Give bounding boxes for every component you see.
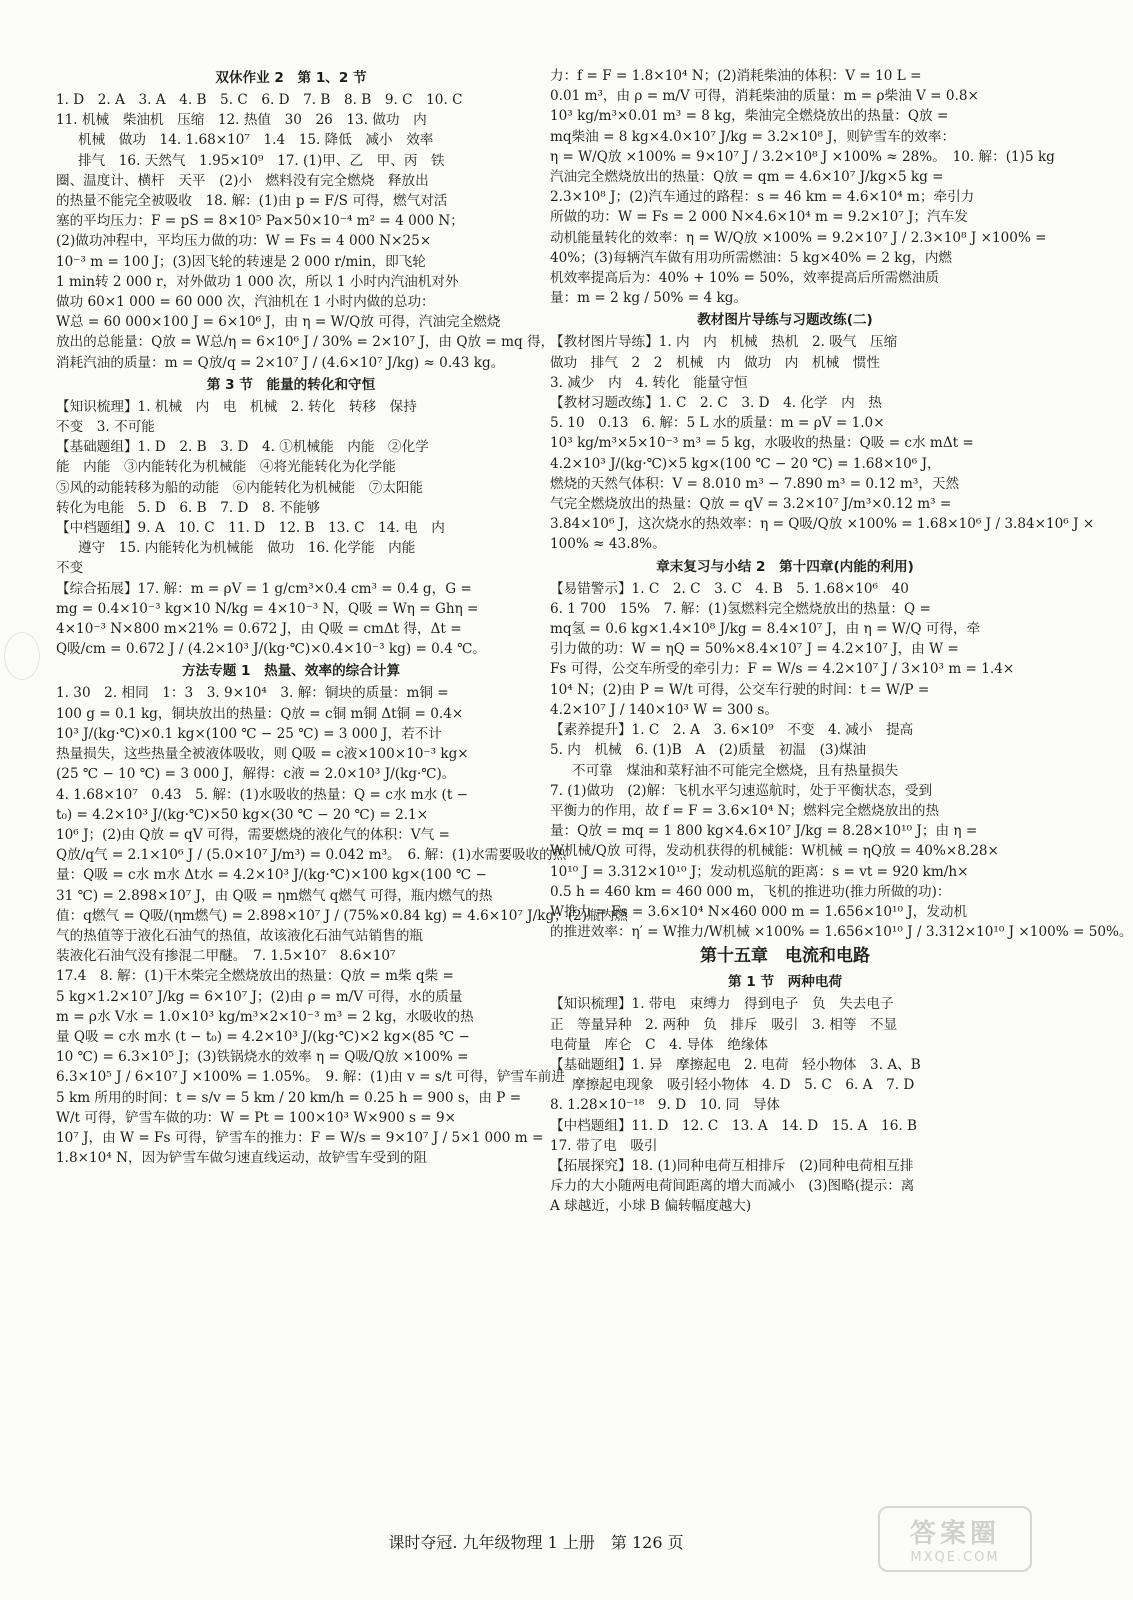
answer-line: 【基础题组】1. 异 摩擦起电 2. 电荷 轻小物体 3. A、B [550, 1056, 921, 1073]
answer-line: 动机能量转化的效率：η = W/Q放 ×100% = 9.2×10⁷ J / 2.3×10⁸ J ×100% = [550, 229, 1047, 246]
answer-line: 6.3×10⁵ J / 6×10⁷ J ×100% = 1.05%。 9. 解：(1)由 v = s/t 可得，铲雪车前进 [56, 1069, 565, 1086]
answer-line: 5. 内 机械 6. (1)B A (2)质量 初温 (3)煤油 [550, 742, 867, 759]
answer-line: 0.5 h = 460 km = 460 000 m，飞机的推进功(推力所做的功)： [550, 883, 951, 900]
answer-line: Q放/q气 = 2.1×10⁶ J / (5.0×10⁷ J/m³) = 0.042 m³。 6. 解：(1)水需要吸收的热 [56, 847, 567, 864]
answer-line: (25 ℃ − 10 ℃) = 3 000 J，解得：c液 = 2.0×10³ J/(kg·℃)。 [56, 766, 456, 783]
answer-line: 【拓展探究】18. (1)同种电荷互相排斥 (2)同种电荷相互排 [550, 1157, 914, 1174]
answer-line: mq氢 = 0.6 kg×1.4×10⁸ J/kg = 8.4×10⁷ J，由 η = W/Q 可得，牵 [550, 621, 981, 638]
section-title: 第 1 节 两种电荷 [727, 974, 843, 991]
answer-line: 1.8×10⁴ N，因为铲雪车做匀速直线运动，故铲雪车受到的阻 [56, 1150, 428, 1167]
answer-line: η = W/Q放 ×100% = 9×10⁷ J / 3.2×10⁸ J ×100% ≈ 28%。 10. 解：(1)5 kg [550, 148, 1055, 165]
watermark-url: MXQE.COM [910, 1550, 1000, 1565]
answer-line: 17.4 8. 解：(1)干木柴完全燃烧放出的热量：Q放 = m柴 q柴 = [56, 968, 454, 985]
answer-line: 转化为电能 5. D 6. B 7. D 8. 不能够 [56, 499, 321, 516]
answer-line: 3.84×10⁶ J，这次烧水的热效率：η = Q吸/Q放 ×100% = 1.68×10⁶ J / 3.84×10⁶ J × [550, 516, 1095, 533]
answer-line: mq柴油 = 8 kg×4.0×10⁷ J/kg = 3.2×10⁸ J，则铲雪车的效率： [550, 128, 956, 145]
answer-line: 斥力的大小随两电荷间距离的增大而减小 (3)图略(提示：离 [550, 1178, 915, 1195]
answer-line: m = ρ水 V水 = 1.0×10³ kg/m³×2×10⁻³ m³ = 2 kg，水吸收的热 [56, 1008, 474, 1025]
answer-line: 【中档题组】11. D 12. C 13. A 14. D 15. A 16. B [550, 1117, 917, 1134]
answer-line: 气完全燃烧放出的热量：Q放 = qV = 3.2×10⁷ J/m³×0.12 m³ = [550, 496, 952, 513]
answer-line: 1. 30 2. 相同 1：3 3. 9×10⁴ 3. 解：铜块的质量：m铜 = [56, 685, 449, 702]
answer-line: 【教材习题改练】1. C 2. C 3. D 4. 化学 内 热 [550, 395, 882, 412]
answer-line: 正 等量异种 2. 两种 负 排斥 吸引 3. 相等 不显 [550, 1016, 898, 1033]
answer-line: 8. 1.28×10⁻¹⁸ 9. D 10. 同 导体 [550, 1097, 781, 1114]
answer-line: 机械 做功 14. 1.68×10⁷ 1.4 15. 降低 减小 效率 [78, 132, 434, 149]
answer-line: 4.2×10⁷ J / 140×10³ W = 300 s。 [550, 701, 778, 718]
answer-line: 【知识梳理】1. 机械 内 电 机械 2. 转化 转移 保持 [56, 398, 417, 415]
answer-line: 2.3×10⁸ J；(2)汽车通过的路程：s = 46 km = 4.6×10⁴ m；牵引力 [550, 189, 975, 206]
answer-line: 汽油完全燃烧放出的热量：Q放 = qm = 4.6×10⁷ J/kg×5 kg = [550, 169, 944, 186]
watermark-logo-text: 答案圈 [909, 1519, 1000, 1549]
answer-line: 电荷量 库仑 C 4. 导体 绝缘体 [550, 1036, 769, 1053]
answer-line: 10⁶ J；(2)由 Q放 = qV 可得，需要燃烧的液化气的体积：V气 = [56, 826, 450, 843]
answer-line: 量：Q吸 = c水 m水 Δt水 = 4.2×10³ J/(kg·℃)×100 kg×(100 ℃ − [56, 867, 487, 884]
answer-line: 0.01 m³，由 ρ = m/V 可得，消耗柴油的质量：m = ρ柴油 V = 0.8× [550, 88, 979, 105]
site-watermark [878, 1506, 1032, 1572]
answer-line: 【中档题组】9. A 10. C 11. D 12. B 13. C 14. 电 内 [56, 520, 445, 537]
answer-line: Fs 可得，公交车所受的牵引力：F = W/s = 4.2×10⁷ J / 3×10³ m = 1.4× [550, 661, 1015, 678]
answer-line: 热量损失，这些热量全被液体吸收，则 Q吸 = c液×100×10⁻³ kg× [56, 746, 469, 763]
section-title: 方法专题 1 热量、效率的综合计算 [181, 663, 401, 680]
margin-stamp [4, 632, 40, 680]
answer-line: t₀) = 4.2×10³ J/(kg·℃)×50 kg×(30 ℃ − 20 ℃) = 2.1× [56, 806, 429, 823]
answer-line: 气的热值等于液化石油气的热值，故该液化石油气站销售的瓶 [56, 927, 424, 944]
answer-line: 遵守 15. 内能转化为机械能 做功 16. 化学能 内能 [78, 540, 416, 557]
answer-line: 10 ℃) = 6.3×10⁵ J；(3)铁锅烧水的效率 η = Q吸/Q放 ×100% = [56, 1049, 469, 1066]
answer-line: 放出的总能量：Q放 = W总/η = 6×10⁶ J / 30% = 2×10⁷ J，由 Q放 = mq 得， [56, 334, 555, 351]
section-title: 教材图片导练与习题改练(二) [697, 312, 873, 329]
answer-line: 量 Q吸 = c水 m水 (t − t₀) = 4.2×10³ J/(kg·℃)×2 kg×(85 ℃ − [56, 1028, 470, 1045]
page-footer: 课时夺冠. 九年级物理 1 上册 第 126 页 [388, 1533, 684, 1552]
answer-line: 4. 1.68×10⁷ 0.43 5. 解：(1)水吸收的热量：Q = c水 m水 (t − [56, 786, 469, 803]
answer-line: 机效率提高后为：40% + 10% = 50%，效率提高后所需燃油质 [550, 270, 939, 287]
answer-line: 【易错警示】1. C 2. C 3. C 4. B 5. 1.68×10⁶ 40 [550, 580, 909, 597]
answer-line: 【素养提升】1. C 2. A 3. 6×10⁹ 不变 4. 减小 提高 [550, 722, 914, 739]
answer-line: W总 = 60 000×100 J = 6×10⁶ J，由 η = W/Q放 可得，汽油完全燃烧 [56, 314, 501, 331]
chapter-title: 第十五章 电流和电路 [700, 946, 870, 967]
answer-line: 不变 3. 不可能 [56, 419, 155, 436]
answer-line: 【基础题组】1. D 2. B 3. D 4. ①机械能 内能 ②化学 [56, 439, 429, 456]
answer-line: 10⁴ N；(2)由 P = W/t 可得，公交车行驶的时间：t = W/P = [550, 681, 930, 698]
answer-line: 的热量不能完全被吸收 18. 解：(1)由 p = F/S 可得，燃气对活 [56, 193, 448, 210]
answer-line: 力：f = F = 1.8×10⁴ N；(2)消耗柴油的体积：V = 10 L = [550, 68, 922, 84]
answer-line: 所做的功：W = Fs = 2 000 N×4.6×10⁴ m = 9.2×10⁷ J；汽车发 [550, 209, 968, 226]
answer-line: 11. 机械 柴油机 压缩 12. 热值 30 26 13. 做功 内 [56, 112, 427, 129]
answer-line: A 球越近，小球 B 偏转幅度越大) [550, 1198, 752, 1215]
answer-line: 【综合拓展】17. 解：m = ρV = 1 g/cm³×0.4 cm³ = 0.4 g，G = [56, 580, 472, 597]
answer-line: 10⁷ J，由 W = Fs 可得，铲雪车的推力：F = W/s = 9×10⁷ J / 5×1 000 m = [56, 1129, 544, 1146]
answer-line: 3. 减少 内 4. 转化 能量守恒 [550, 374, 748, 391]
answer-line: 燃烧的天然气体积：V = 8.010 m³ − 7.890 m³ = 0.12 m³，天然 [550, 475, 960, 492]
answer-line: 40%；(3)每辆汽车做有用功所需燃油：5 kg×40% = 2 kg，内燃 [550, 249, 953, 266]
answer-line: 4.2×10³ J/(kg·℃)×5 kg×(100 ℃ − 20 ℃) = 1.68×10⁶ J， [550, 455, 941, 472]
answer-line: 引力做的功：W = ηQ = 50%×8.4×10⁷ J = 4.2×10⁷ J，由 W = [550, 641, 959, 658]
answer-line: 1. D 2. A 3. A 4. B 5. C 6. D 7. B 8. B 9. C 10. C [56, 92, 463, 108]
answer-line: 10³ kg/m³×5×10⁻³ m³ = 5 kg，水吸收的热量：Q吸 = c水 mΔt = [550, 435, 974, 452]
answer-line: W/t 可得，铲雪车做的功：W = Pt = 100×10³ W×900 s = 9× [56, 1109, 456, 1126]
answer-line: 1 min转 2 000 r，对外做功 1 000 次，所以 1 小时内汽油机对外 [56, 273, 459, 290]
answer-line: 量：m = 2 kg / 50% = 4 kg。 [550, 290, 747, 307]
answer-line: 能 内能 ③内能转化为机械能 ④将光能转化为化学能 [56, 459, 396, 476]
answer-line: ⑤风的动能转移为船的动能 ⑥内能转化为机械能 ⑦太阳能 [56, 479, 424, 496]
answer-line: 100 g = 0.1 kg，铜块放出的热量：Q放 = c铜 m铜 Δt铜 = 0.4× [56, 705, 464, 722]
answer-line: Q吸/cm = 0.672 J / (4.2×10³ J/(kg·℃)×0.4×10⁻³ kg) = 0.4 ℃。 [56, 641, 486, 658]
answer-line: 【知识梳理】1. 带电 束缚力 得到电子 负 失去电子 [550, 996, 894, 1013]
answer-line: mg = 0.4×10⁻³ kg×10 N/kg = 4×10⁻³ N，Q吸 = Wη = Ghη = [56, 600, 479, 617]
answer-line: 5 km 所用的时间：t = s/v = 5 km / 20 km/h = 0.25 h = 900 s，由 P = [56, 1089, 522, 1106]
section-title: 第 3 节 能量的转化和守恒 [206, 376, 376, 393]
answer-line: 平衡力的作用，故 f = F = 3.6×10⁴ N；燃料完全燃烧放出的热 [550, 802, 940, 819]
answer-line: 4×10⁻³ N×800 m×21% = 0.672 J，由 Q吸 = cmΔt 得，Δt = [56, 621, 462, 638]
answer-line: 排气 16. 天然气 1.95×10⁹ 17. (1)甲、乙 甲、丙 铁 [78, 152, 445, 169]
answer-line: 的推进效率：η′ = W推力/W机械 ×100% = 1.656×10¹⁰ J / 3.312×10¹⁰ J ×100% = 50%。 [550, 924, 1133, 941]
answer-line: 31 ℃) = 2.898×10⁷ J，由 Q吸 = ηm燃气 q燃气 可得，瓶内燃气的热 [56, 887, 493, 904]
answer-line: 不变 [56, 560, 84, 577]
answer-line: 100% ≈ 43.8%。 [550, 536, 666, 553]
section-title: 双休作业 2 第 1、2 节 [215, 70, 367, 86]
answer-line: 不可靠 煤油和菜籽油不可能完全燃烧，且有热量损失 [572, 762, 899, 779]
answer-line: 做功 排气 2 2 机械 内 做功 内 机械 惯性 [550, 354, 880, 371]
answer-line: 10¹⁰ J = 3.312×10¹⁰ J；发动机巡航的距离：s = vt = 920 km/h× [550, 863, 969, 880]
answer-line: 10³ J/(kg·℃)×0.1 kg×(100 ℃ − 25 ℃) = 3 000 J，若不计 [56, 725, 442, 742]
answer-line: 6. 1 700 15% 7. 解：(1)氢燃料完全燃烧放出的热量：Q = [550, 600, 931, 617]
answer-page [56, 66, 1133, 1516]
answer-line: 量：Q放 = mq = 1 800 kg×4.6×10⁷ J/kg = 8.28×10¹⁰ J；由 η = [550, 823, 978, 840]
answer-line: W机械/Q放 可得，发动机获得的机械能：W机械 = ηQ放 = 40%×8.28× [550, 843, 999, 860]
answer-line: 7. (1)做功 (2)解：飞机水平匀速巡航时，处于平衡状态，受到 [550, 782, 933, 799]
answer-line: 值：q燃气 = Q吸/(ηm燃气) = 2.898×10⁷ J / (75%×0.84 kg) = 4.6×10⁷ J/kg；(2)瓶内燃 [56, 907, 628, 924]
answer-line: 圈、温度计、横杆 天平 (2)小 燃料没有完全燃烧 释放出 [56, 172, 429, 189]
answer-line: 做功 60×1 000 = 60 000 次，汽油机在 1 小时内做的总功： [56, 294, 435, 311]
answer-line: 消耗汽油的质量：m = Q放/q = 2×10⁷ J / (4.6×10⁷ J/kg) ≈ 0.43 kg。 [56, 354, 505, 371]
answer-line: 10³ kg/m³×0.01 m³ = 8 kg，柴油完全燃烧放出的热量：Q放 = [550, 108, 949, 125]
answer-line: 17. 带了电 吸引 [550, 1137, 658, 1154]
right-column [550, 66, 1133, 1516]
answer-line: 5 kg×1.2×10⁷ J/kg = 6×10⁷ J；(2)由 ρ = m/V 可得，水的质量 [56, 988, 463, 1005]
answer-line: 10⁻³ m = 100 J；(3)因飞轮的转速是 2 000 r/min，即飞轮 [56, 253, 426, 270]
answer-line: 5. 10 0.13 6. 解：5 L 水的质量：m = ρV = 1.0× [550, 415, 885, 432]
answer-line: 塞的平均压力：F = pS = 8×10⁵ Pa×50×10⁻⁴ m² = 4 000 N； [56, 213, 464, 230]
section-title: 章末复习与小结 2 第十四章(内能的利用) [656, 558, 914, 575]
answer-line: (2)做功冲程中，平均压力做的功：W = Fs = 4 000 N×25× [56, 233, 432, 250]
answer-line: 【教材图片导练】1. 内 内 机械 热机 2. 吸气 压缩 [550, 334, 898, 351]
answer-line: 摩擦起电现象 吸引轻小物体 4. D 5. C 6. A 7. D [572, 1077, 915, 1094]
answer-line: W推力 = Fs = 3.6×10⁴ N×460 000 m = 1.656×10¹⁰ J，发动机 [550, 903, 968, 920]
answer-line: 装液化石油气没有掺混二甲醚。 7. 1.5×10⁷ 8.6×10⁷ [56, 948, 396, 965]
